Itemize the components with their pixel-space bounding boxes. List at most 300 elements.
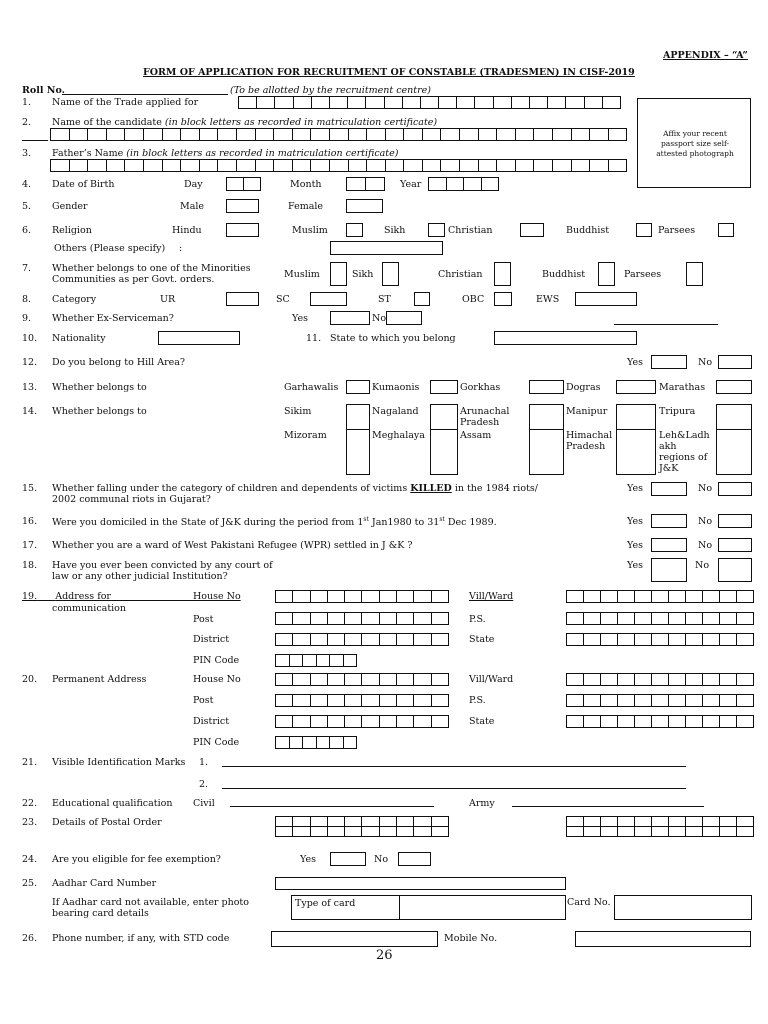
char-cell[interactable] <box>420 96 439 109</box>
perm-state-boxes[interactable] <box>566 715 754 728</box>
char-cell[interactable] <box>396 590 414 603</box>
sikh-checkbox[interactable] <box>428 223 445 237</box>
card-number-field[interactable] <box>614 895 752 920</box>
char-cell[interactable] <box>413 633 431 646</box>
char-cell[interactable] <box>292 694 310 707</box>
char-cell[interactable] <box>431 694 449 707</box>
char-cell[interactable] <box>180 159 200 172</box>
perm-district-boxes[interactable] <box>275 715 449 728</box>
char-cell[interactable] <box>511 96 530 109</box>
char-cell[interactable] <box>617 826 635 837</box>
char-cell[interactable] <box>685 612 703 625</box>
char-cell[interactable] <box>736 694 754 707</box>
char-cell[interactable] <box>583 673 601 686</box>
char-cell[interactable] <box>413 612 431 625</box>
char-cell[interactable] <box>316 736 331 749</box>
char-cell[interactable] <box>583 612 601 625</box>
char-cell[interactable] <box>547 96 566 109</box>
exserv-details-line[interactable] <box>614 324 718 325</box>
char-cell[interactable] <box>446 177 465 191</box>
char-cell[interactable] <box>566 826 584 837</box>
char-cell[interactable] <box>273 128 293 141</box>
char-cell[interactable] <box>515 159 535 172</box>
wpr-no-checkbox[interactable] <box>718 538 752 552</box>
char-cell[interactable] <box>463 177 482 191</box>
male-checkbox[interactable] <box>226 199 259 213</box>
char-cell[interactable] <box>329 159 349 172</box>
comm-pin-boxes[interactable] <box>275 654 357 667</box>
char-cell[interactable] <box>361 590 379 603</box>
female-checkbox[interactable] <box>346 199 383 213</box>
char-cell[interactable] <box>719 694 737 707</box>
leh-checkbox[interactable] <box>716 429 752 475</box>
char-cell[interactable] <box>365 177 385 191</box>
char-cell[interactable] <box>702 612 720 625</box>
char-cell[interactable] <box>736 826 754 837</box>
army-qualification-line[interactable] <box>512 806 704 807</box>
char-cell[interactable] <box>600 673 618 686</box>
char-cell[interactable] <box>316 654 331 667</box>
char-cell[interactable] <box>143 159 163 172</box>
char-cell[interactable] <box>668 715 686 728</box>
char-cell[interactable] <box>431 826 449 837</box>
aadhar-number-field[interactable] <box>275 877 566 890</box>
card-type-value-field[interactable] <box>399 895 566 920</box>
char-cell[interactable] <box>617 673 635 686</box>
comm-state-boxes[interactable] <box>566 633 754 646</box>
char-cell[interactable] <box>274 96 293 109</box>
char-cell[interactable] <box>589 159 609 172</box>
char-cell[interactable] <box>50 128 70 141</box>
char-cell[interactable] <box>617 715 635 728</box>
char-cell[interactable] <box>162 128 182 141</box>
arunachal-checkbox[interactable] <box>529 404 564 430</box>
char-cell[interactable] <box>273 159 293 172</box>
char-cell[interactable] <box>589 128 609 141</box>
char-cell[interactable] <box>346 177 366 191</box>
char-cell[interactable] <box>69 159 89 172</box>
char-cell[interactable] <box>302 654 317 667</box>
char-cell[interactable] <box>255 128 275 141</box>
char-cell[interactable] <box>292 590 310 603</box>
char-cell[interactable] <box>106 159 126 172</box>
char-cell[interactable] <box>474 96 493 109</box>
char-cell[interactable] <box>302 736 317 749</box>
char-cell[interactable] <box>236 128 256 141</box>
char-cell[interactable] <box>566 715 584 728</box>
char-cell[interactable] <box>310 694 328 707</box>
char-cell[interactable] <box>529 96 548 109</box>
char-cell[interactable] <box>385 159 405 172</box>
char-cell[interactable] <box>431 715 449 728</box>
char-cell[interactable] <box>243 177 261 191</box>
char-cell[interactable] <box>584 96 603 109</box>
char-cell[interactable] <box>459 128 479 141</box>
char-cell[interactable] <box>600 590 618 603</box>
char-cell[interactable] <box>344 612 362 625</box>
char-cell[interactable] <box>344 590 362 603</box>
char-cell[interactable] <box>396 633 414 646</box>
state-belong-field[interactable] <box>494 331 637 345</box>
char-cell[interactable] <box>496 159 516 172</box>
dob-month-boxes[interactable] <box>346 177 385 191</box>
phone-number-field[interactable] <box>271 931 438 947</box>
char-cell[interactable] <box>431 612 449 625</box>
char-cell[interactable] <box>361 612 379 625</box>
char-cell[interactable] <box>310 633 328 646</box>
char-cell[interactable] <box>583 715 601 728</box>
char-cell[interactable] <box>292 633 310 646</box>
char-cell[interactable] <box>736 673 754 686</box>
char-cell[interactable] <box>238 96 257 109</box>
char-cell[interactable] <box>702 715 720 728</box>
char-cell[interactable] <box>379 590 397 603</box>
char-cell[interactable] <box>651 673 669 686</box>
char-cell[interactable] <box>275 612 293 625</box>
char-cell[interactable] <box>275 590 293 603</box>
char-cell[interactable] <box>617 590 635 603</box>
char-cell[interactable] <box>365 96 384 109</box>
char-cell[interactable] <box>600 715 618 728</box>
riots-yes-checkbox[interactable] <box>651 482 687 496</box>
minority-sikh-checkbox[interactable] <box>382 262 399 286</box>
char-cell[interactable] <box>293 96 312 109</box>
char-cell[interactable] <box>668 826 686 837</box>
char-cell[interactable] <box>275 826 293 837</box>
char-cell[interactable] <box>199 159 219 172</box>
char-cell[interactable] <box>310 612 328 625</box>
mark-1-line[interactable] <box>222 766 686 767</box>
char-cell[interactable] <box>493 96 512 109</box>
char-cell[interactable] <box>329 128 349 141</box>
father-name-boxes[interactable] <box>50 159 627 172</box>
char-cell[interactable] <box>685 590 703 603</box>
char-cell[interactable] <box>366 159 386 172</box>
char-cell[interactable] <box>608 128 628 141</box>
minority-buddhist-checkbox[interactable] <box>598 262 615 286</box>
char-cell[interactable] <box>344 715 362 728</box>
char-cell[interactable] <box>275 633 293 646</box>
char-cell[interactable] <box>310 673 328 686</box>
char-cell[interactable] <box>602 96 621 109</box>
char-cell[interactable] <box>456 96 475 109</box>
char-cell[interactable] <box>617 633 635 646</box>
char-cell[interactable] <box>327 590 345 603</box>
garhawalis-checkbox[interactable] <box>346 380 370 394</box>
char-cell[interactable] <box>396 715 414 728</box>
char-cell[interactable] <box>552 128 572 141</box>
himachal-checkbox[interactable] <box>616 429 656 475</box>
wpr-yes-checkbox[interactable] <box>651 538 687 552</box>
char-cell[interactable] <box>702 673 720 686</box>
char-cell[interactable] <box>379 633 397 646</box>
char-cell[interactable] <box>396 673 414 686</box>
char-cell[interactable] <box>566 633 584 646</box>
char-cell[interactable] <box>327 633 345 646</box>
char-cell[interactable] <box>292 159 312 172</box>
char-cell[interactable] <box>685 633 703 646</box>
char-cell[interactable] <box>440 159 460 172</box>
char-cell[interactable] <box>440 128 460 141</box>
char-cell[interactable] <box>199 128 219 141</box>
char-cell[interactable] <box>379 673 397 686</box>
char-cell[interactable] <box>583 694 601 707</box>
char-cell[interactable] <box>413 826 431 837</box>
char-cell[interactable] <box>571 159 591 172</box>
char-cell[interactable] <box>668 633 686 646</box>
char-cell[interactable] <box>719 612 737 625</box>
mizoram-checkbox[interactable] <box>346 429 370 475</box>
exserv-no-checkbox[interactable] <box>386 311 422 325</box>
buddhist-checkbox[interactable] <box>636 223 652 237</box>
char-cell[interactable] <box>379 826 397 837</box>
christian-checkbox[interactable] <box>520 223 544 237</box>
char-cell[interactable] <box>236 159 256 172</box>
char-cell[interactable] <box>69 128 89 141</box>
char-cell[interactable] <box>289 736 304 749</box>
char-cell[interactable] <box>702 694 720 707</box>
char-cell[interactable] <box>608 159 628 172</box>
char-cell[interactable] <box>366 128 386 141</box>
char-cell[interactable] <box>736 633 754 646</box>
convicted-no-checkbox[interactable] <box>718 558 752 582</box>
char-cell[interactable] <box>515 128 535 141</box>
char-cell[interactable] <box>217 159 237 172</box>
char-cell[interactable] <box>600 694 618 707</box>
dob-year-boxes[interactable] <box>428 177 499 191</box>
postal-order-boxes-2[interactable] <box>275 826 449 837</box>
meghalaya-checkbox[interactable] <box>430 429 458 475</box>
hill-yes-checkbox[interactable] <box>651 355 687 369</box>
char-cell[interactable] <box>583 590 601 603</box>
char-cell[interactable] <box>311 96 330 109</box>
char-cell[interactable] <box>651 715 669 728</box>
char-cell[interactable] <box>275 673 293 686</box>
hindu-checkbox[interactable] <box>226 223 259 237</box>
comm-ps-boxes[interactable] <box>566 612 754 625</box>
char-cell[interactable] <box>310 590 328 603</box>
char-cell[interactable] <box>533 159 553 172</box>
char-cell[interactable] <box>413 673 431 686</box>
char-cell[interactable] <box>106 128 126 141</box>
char-cell[interactable] <box>348 159 368 172</box>
char-cell[interactable] <box>634 673 652 686</box>
char-cell[interactable] <box>566 694 584 707</box>
comm-district-boxes[interactable] <box>275 633 449 646</box>
char-cell[interactable] <box>361 715 379 728</box>
char-cell[interactable] <box>413 694 431 707</box>
char-cell[interactable] <box>431 590 449 603</box>
char-cell[interactable] <box>379 612 397 625</box>
char-cell[interactable] <box>327 694 345 707</box>
char-cell[interactable] <box>685 694 703 707</box>
char-cell[interactable] <box>617 694 635 707</box>
char-cell[interactable] <box>327 612 345 625</box>
char-cell[interactable] <box>361 633 379 646</box>
minority-parsees-checkbox[interactable] <box>686 262 703 286</box>
char-cell[interactable] <box>431 673 449 686</box>
char-cell[interactable] <box>124 128 144 141</box>
hill-no-checkbox[interactable] <box>718 355 752 369</box>
char-cell[interactable] <box>634 590 652 603</box>
char-cell[interactable] <box>275 694 293 707</box>
char-cell[interactable] <box>571 128 591 141</box>
minority-muslim-checkbox[interactable] <box>330 262 347 286</box>
char-cell[interactable] <box>478 128 498 141</box>
char-cell[interactable] <box>256 96 275 109</box>
char-cell[interactable] <box>422 128 442 141</box>
char-cell[interactable] <box>344 633 362 646</box>
char-cell[interactable] <box>719 826 737 837</box>
char-cell[interactable] <box>180 128 200 141</box>
char-cell[interactable] <box>685 826 703 837</box>
char-cell[interactable] <box>583 826 601 837</box>
char-cell[interactable] <box>327 715 345 728</box>
char-cell[interactable] <box>634 715 652 728</box>
char-cell[interactable] <box>361 694 379 707</box>
perm-post-boxes[interactable] <box>275 694 449 707</box>
char-cell[interactable] <box>702 590 720 603</box>
others-religion-field[interactable] <box>330 241 443 255</box>
char-cell[interactable] <box>289 654 304 667</box>
ur-checkbox[interactable] <box>226 292 259 306</box>
char-cell[interactable] <box>634 694 652 707</box>
char-cell[interactable] <box>566 612 584 625</box>
char-cell[interactable] <box>275 654 290 667</box>
char-cell[interactable] <box>344 826 362 837</box>
char-cell[interactable] <box>329 654 344 667</box>
char-cell[interactable] <box>327 826 345 837</box>
char-cell[interactable] <box>379 694 397 707</box>
char-cell[interactable] <box>600 826 618 837</box>
char-cell[interactable] <box>533 128 553 141</box>
char-cell[interactable] <box>396 826 414 837</box>
char-cell[interactable] <box>478 159 498 172</box>
char-cell[interactable] <box>736 612 754 625</box>
char-cell[interactable] <box>634 612 652 625</box>
char-cell[interactable] <box>668 612 686 625</box>
char-cell[interactable] <box>143 128 163 141</box>
fee-yes-checkbox[interactable] <box>330 852 366 866</box>
char-cell[interactable] <box>344 694 362 707</box>
char-cell[interactable] <box>292 715 310 728</box>
char-cell[interactable] <box>668 694 686 707</box>
char-cell[interactable] <box>329 96 348 109</box>
char-cell[interactable] <box>403 159 423 172</box>
jk-no-checkbox[interactable] <box>718 514 752 528</box>
char-cell[interactable] <box>292 826 310 837</box>
char-cell[interactable] <box>651 633 669 646</box>
muslim-checkbox[interactable] <box>346 223 363 237</box>
char-cell[interactable] <box>413 590 431 603</box>
fee-no-checkbox[interactable] <box>398 852 431 866</box>
obc-checkbox[interactable] <box>494 292 512 306</box>
type-of-card-field[interactable] <box>291 895 400 920</box>
char-cell[interactable] <box>292 673 310 686</box>
char-cell[interactable] <box>600 612 618 625</box>
char-cell[interactable] <box>736 715 754 728</box>
exserv-yes-checkbox[interactable] <box>330 311 370 325</box>
char-cell[interactable] <box>292 612 310 625</box>
char-cell[interactable] <box>384 96 403 109</box>
char-cell[interactable] <box>361 826 379 837</box>
st-checkbox[interactable] <box>414 292 430 306</box>
char-cell[interactable] <box>50 159 70 172</box>
char-cell[interactable] <box>702 826 720 837</box>
perm-ps-boxes[interactable] <box>566 694 754 707</box>
perm-pin-boxes[interactable] <box>275 736 357 749</box>
char-cell[interactable] <box>431 633 449 646</box>
char-cell[interactable] <box>651 826 669 837</box>
ews-checkbox[interactable] <box>575 292 637 306</box>
char-cell[interactable] <box>685 673 703 686</box>
char-cell[interactable] <box>651 590 669 603</box>
char-cell[interactable] <box>275 715 293 728</box>
char-cell[interactable] <box>634 633 652 646</box>
char-cell[interactable] <box>343 736 358 749</box>
char-cell[interactable] <box>226 177 244 191</box>
tripura-checkbox[interactable] <box>716 404 752 430</box>
dogras-checkbox[interactable] <box>616 380 656 394</box>
char-cell[interactable] <box>438 96 457 109</box>
char-cell[interactable] <box>668 673 686 686</box>
postal-order-boxes-4[interactable] <box>566 826 754 837</box>
char-cell[interactable] <box>552 159 572 172</box>
char-cell[interactable] <box>275 736 290 749</box>
riots-no-checkbox[interactable] <box>718 482 752 496</box>
char-cell[interactable] <box>343 654 358 667</box>
char-cell[interactable] <box>651 694 669 707</box>
char-cell[interactable] <box>217 128 237 141</box>
char-cell[interactable] <box>124 159 144 172</box>
sikim-checkbox[interactable] <box>346 404 370 430</box>
char-cell[interactable] <box>347 96 366 109</box>
mark-2-line[interactable] <box>222 788 686 789</box>
char-cell[interactable] <box>668 590 686 603</box>
char-cell[interactable] <box>719 715 737 728</box>
char-cell[interactable] <box>685 715 703 728</box>
char-cell[interactable] <box>348 128 368 141</box>
parsees-checkbox[interactable] <box>718 223 734 237</box>
manipur-checkbox[interactable] <box>616 404 656 430</box>
candidate-name-boxes[interactable] <box>50 128 627 141</box>
trade-name-boxes[interactable] <box>238 96 621 109</box>
convicted-yes-checkbox[interactable] <box>651 558 687 582</box>
char-cell[interactable] <box>87 159 107 172</box>
char-cell[interactable] <box>600 633 618 646</box>
char-cell[interactable] <box>719 590 737 603</box>
perm-house-boxes[interactable] <box>275 673 449 686</box>
char-cell[interactable] <box>634 826 652 837</box>
char-cell[interactable] <box>702 633 720 646</box>
jk-yes-checkbox[interactable] <box>651 514 687 528</box>
char-cell[interactable] <box>87 128 107 141</box>
char-cell[interactable] <box>329 736 344 749</box>
char-cell[interactable] <box>565 96 584 109</box>
civil-qualification-line[interactable] <box>230 806 434 807</box>
char-cell[interactable] <box>566 673 584 686</box>
char-cell[interactable] <box>651 612 669 625</box>
char-cell[interactable] <box>162 159 182 172</box>
char-cell[interactable] <box>361 673 379 686</box>
char-cell[interactable] <box>327 673 345 686</box>
roll-no-line[interactable] <box>62 94 228 95</box>
comm-vill-boxes[interactable] <box>566 590 754 603</box>
marathas-checkbox[interactable] <box>716 380 752 394</box>
nationality-field[interactable] <box>158 331 240 345</box>
kumaonis-checkbox[interactable] <box>430 380 458 394</box>
perm-vill-boxes[interactable] <box>566 673 754 686</box>
